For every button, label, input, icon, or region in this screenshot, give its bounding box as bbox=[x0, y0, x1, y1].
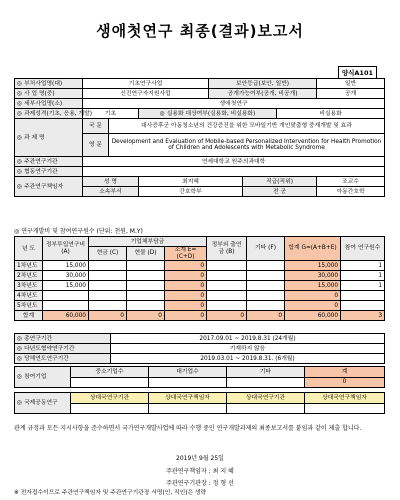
practical-value: 비실용화 bbox=[277, 109, 385, 119]
partner-lead-value-1 bbox=[149, 403, 227, 414]
major-value: 아동간호학 bbox=[317, 187, 385, 197]
major-label: 전 공 bbox=[243, 187, 317, 197]
form-id-badge: 양식A101 bbox=[338, 66, 377, 79]
subtotal-header: 소계 E=(C+D) bbox=[165, 247, 207, 261]
task-en-value: Development and Evaluation of Mobile-based Personalized Intervention for Health Promotion of Children and Adolescents with Metabolic Syndrome bbox=[109, 134, 385, 157]
researcher-row-1 bbox=[15, 177, 385, 187]
budget-cell-cash bbox=[89, 291, 127, 301]
submission-statement: 관계 규정과 모든 지시사항을 준수하면서 국가연구개발사업에 따라 수행 중인 연구개발과제의 최종보고서를 붙임과 같이 제출 합니다. bbox=[14, 425, 362, 432]
budget-row bbox=[15, 301, 385, 311]
other-company-header: 기타 bbox=[227, 367, 305, 378]
public-value: 공개 bbox=[317, 89, 385, 99]
budget-cell-kind bbox=[127, 271, 165, 281]
sum-gov: 60,000 bbox=[43, 311, 89, 321]
budget-row bbox=[15, 261, 385, 271]
companies-total-value: 0 bbox=[305, 377, 385, 388]
budget-cell-etc bbox=[247, 271, 285, 281]
budget-cell-members: 1 bbox=[341, 281, 385, 291]
footnote: ※ 전자접수이므로 주관연구책임자 및 주관연구기관장 서명(인, 직인)은 생략 bbox=[14, 490, 207, 496]
total-header: 합계 G=(A+B+E) bbox=[285, 237, 341, 261]
partner-lead-header-1: 상대국연구책임자 bbox=[149, 393, 227, 404]
cooperation-value-row bbox=[15, 403, 385, 414]
sum-etc: 0 bbox=[247, 311, 285, 321]
budget-cell-sub: 0 bbox=[165, 281, 207, 291]
position-value: 조교수 bbox=[317, 177, 385, 187]
period-row bbox=[15, 334, 385, 344]
companies-header-row bbox=[15, 367, 385, 378]
budget-cell-sub: 0 bbox=[165, 261, 207, 271]
budget-cell-total: 30,000 bbox=[285, 271, 341, 281]
partner-org-value-1 bbox=[71, 403, 149, 414]
gov-header: 정부투입연구비 (A) bbox=[43, 237, 89, 261]
budget-cell-etc bbox=[247, 261, 285, 271]
partner-org-value-2 bbox=[227, 403, 305, 414]
period-value: 2017.09.01 ~ 2019.8.31 (24개월) bbox=[111, 334, 385, 344]
collab-label: ◎ 협동연구기관 bbox=[15, 167, 83, 177]
budget-cell-total: 0 bbox=[285, 291, 341, 301]
etc-header: 기타 (F) bbox=[247, 237, 285, 261]
institution-head-signature: 주관연구기관장 : 정 형 선 bbox=[166, 480, 234, 487]
sme-value bbox=[71, 377, 149, 388]
partner-org-header-2: 상대국연구기관 bbox=[227, 393, 305, 404]
budget-cell-total: 0 bbox=[285, 301, 341, 311]
budget-cell-gov: 15,000 bbox=[43, 281, 89, 291]
budget-row bbox=[15, 281, 385, 291]
project-label: ◎ 사 업 명(중) bbox=[15, 89, 83, 99]
public-label: 공개가능여부(공개, 비공개) bbox=[209, 89, 317, 99]
sum-total: 60,000 bbox=[285, 311, 341, 321]
budget-cell-kind bbox=[127, 291, 165, 301]
budget-cell-etc bbox=[247, 281, 285, 291]
budget-row bbox=[15, 291, 385, 301]
budget-cell-sub: 0 bbox=[165, 301, 207, 311]
budget-cell-members: 1 bbox=[341, 271, 385, 281]
budget-cell-year: 1차년도 bbox=[15, 261, 43, 271]
category-value: 기초 bbox=[83, 109, 139, 119]
kind-header: 현물 (D) bbox=[127, 247, 165, 261]
other-header: 정부외 출연금 (B) bbox=[207, 237, 247, 261]
multi-value: 기재하지 않음 bbox=[111, 344, 385, 354]
sme-header: 중소기업수 bbox=[71, 367, 149, 378]
budget-cell-year: 4차년도 bbox=[15, 291, 43, 301]
budget-body bbox=[15, 261, 385, 311]
budget-cell-kind bbox=[127, 281, 165, 291]
task-label: ◎ 과 제 명 bbox=[15, 119, 83, 157]
budget-cell-other bbox=[207, 261, 247, 271]
multi-label: ◎ 다년도협약연구기간 bbox=[15, 344, 111, 354]
category-row bbox=[15, 109, 385, 119]
partner-lead-header-2: 상대국연구책임자 bbox=[305, 393, 385, 404]
sum-members: 3 bbox=[341, 311, 385, 321]
detail-row bbox=[15, 99, 385, 109]
security-label: 보안등급(보안, 일반) bbox=[209, 79, 317, 89]
dept-value: 간호학부 bbox=[139, 187, 243, 197]
companies-label: ◎ 참여기업 bbox=[15, 367, 71, 388]
cooperation-table bbox=[14, 392, 385, 414]
budget-row bbox=[15, 271, 385, 281]
large-value bbox=[149, 377, 227, 388]
detail-value: 생애첫연구 bbox=[83, 99, 385, 109]
project-value: 신진연구자지원사업 bbox=[83, 89, 209, 99]
sum-subtotal: 0 bbox=[165, 311, 207, 321]
category-label: ◎ 과제성격(기초, 응용, 개발) bbox=[15, 109, 83, 119]
detail-label: ◎ 세부사업명(소) bbox=[15, 99, 83, 109]
task-kr-value: 대사증후군 아동청소년의 건강증진을 위한 모바일기반 개인맞춤형 중재개발 및 효과 bbox=[109, 119, 385, 134]
budget-cell-year: 5차년도 bbox=[15, 301, 43, 311]
page-title: 생애첫연구 최종(결과)보고서 bbox=[96, 22, 304, 40]
submission-date: 2019년 9월 25일 bbox=[176, 455, 224, 462]
budget-cell-total: 15,000 bbox=[285, 281, 341, 291]
dept-label: 소속부서 bbox=[83, 187, 139, 197]
name-value: 최지혜 bbox=[139, 177, 243, 187]
budget-cell-other bbox=[207, 301, 247, 311]
budget-header-row-1 bbox=[15, 237, 385, 247]
budget-cell-etc bbox=[247, 291, 285, 301]
budget-cell-cash bbox=[89, 281, 127, 291]
budget-cell-kind bbox=[127, 261, 165, 271]
budget-cell-other bbox=[207, 281, 247, 291]
agency-label: ◎ 부처사업명(대) bbox=[15, 79, 83, 89]
researcher-label: ◎ 주관연구책임자 bbox=[15, 177, 83, 197]
budget-cell-gov bbox=[43, 291, 89, 301]
collab-value bbox=[83, 167, 385, 177]
cash-header: 현금 (C) bbox=[89, 247, 127, 261]
cooperation-label: ◎ 국제공동연구 bbox=[15, 393, 71, 414]
year-header: 년 도 bbox=[15, 237, 43, 261]
budget-cell-year: 3차년도 bbox=[15, 281, 43, 291]
info-table bbox=[14, 78, 385, 197]
budget-sum-row bbox=[15, 311, 385, 321]
security-value: 일반 bbox=[317, 79, 385, 89]
multi-row bbox=[15, 344, 385, 354]
name-label: 성 명 bbox=[83, 177, 139, 187]
task-en-label: 영 문 bbox=[83, 134, 109, 157]
large-header: 대기업수 bbox=[149, 367, 227, 378]
budget-cell-other bbox=[207, 291, 247, 301]
sum-kind: 0 bbox=[127, 311, 165, 321]
period-table bbox=[14, 333, 385, 364]
sum-other: 0 bbox=[207, 311, 247, 321]
cooperation-header-row bbox=[15, 393, 385, 404]
agency-value: 기초연구사업 bbox=[83, 79, 209, 89]
current-label: ◎ 당해연도연구기간 bbox=[15, 354, 111, 364]
members-header: 참여 연구원수 bbox=[341, 237, 385, 261]
position-label: 직급(직위) bbox=[243, 177, 317, 187]
budget-cell-members bbox=[341, 291, 385, 301]
budget-cell-members bbox=[341, 301, 385, 311]
budget-cell-members: 1 bbox=[341, 261, 385, 271]
host-label: ◎ 주관연구기관 bbox=[15, 157, 83, 167]
budget-cell-cash bbox=[89, 301, 127, 311]
companies-value-row bbox=[15, 377, 385, 388]
budget-cell-etc bbox=[247, 301, 285, 311]
period-label: ◎ 총연구기간 bbox=[15, 334, 111, 344]
collab-row bbox=[15, 167, 385, 177]
companies-table bbox=[14, 366, 385, 388]
lead-researcher-signature: 주관연구책임자 : 최 지 혜 bbox=[166, 468, 234, 475]
practical-label: ◎ 실용화 대상여부(실용화, 비실용화) bbox=[139, 109, 277, 119]
sum-year: 합계 bbox=[15, 311, 43, 321]
sum-cash: 0 bbox=[89, 311, 127, 321]
task-kr-row bbox=[15, 119, 385, 134]
budget-cell-gov bbox=[43, 301, 89, 311]
other-company-value bbox=[227, 377, 305, 388]
budget-section-label: ◎ 연구개발비 및 참여연구원수 (단위: 천원, M.Y) bbox=[14, 228, 143, 235]
task-kr-label: 국 문 bbox=[83, 119, 109, 134]
budget-cell-cash bbox=[89, 271, 127, 281]
host-row bbox=[15, 157, 385, 167]
company-header: 기업체부담금 bbox=[89, 237, 207, 247]
budget-cell-year: 2차년도 bbox=[15, 271, 43, 281]
current-row bbox=[15, 354, 385, 364]
current-value: 2019.03.01 ~ 2019.8.31. (6개월) bbox=[111, 354, 385, 364]
budget-cell-gov: 15,000 bbox=[43, 261, 89, 271]
companies-total-header: 계 bbox=[305, 367, 385, 378]
budget-cell-other bbox=[207, 271, 247, 281]
host-value: 연세대학교 원주의과대학 bbox=[83, 157, 385, 167]
partner-org-header-1: 상대국연구기관 bbox=[71, 393, 149, 404]
budget-cell-cash bbox=[89, 261, 127, 271]
partner-lead-value-2 bbox=[305, 403, 385, 414]
budget-cell-kind bbox=[127, 301, 165, 311]
budget-cell-gov: 30,000 bbox=[43, 271, 89, 281]
project-row bbox=[15, 89, 385, 99]
agency-row bbox=[15, 79, 385, 89]
budget-cell-total: 15,000 bbox=[285, 261, 341, 271]
budget-cell-sub: 0 bbox=[165, 271, 207, 281]
budget-cell-sub: 0 bbox=[165, 291, 207, 301]
budget-table bbox=[14, 236, 385, 321]
